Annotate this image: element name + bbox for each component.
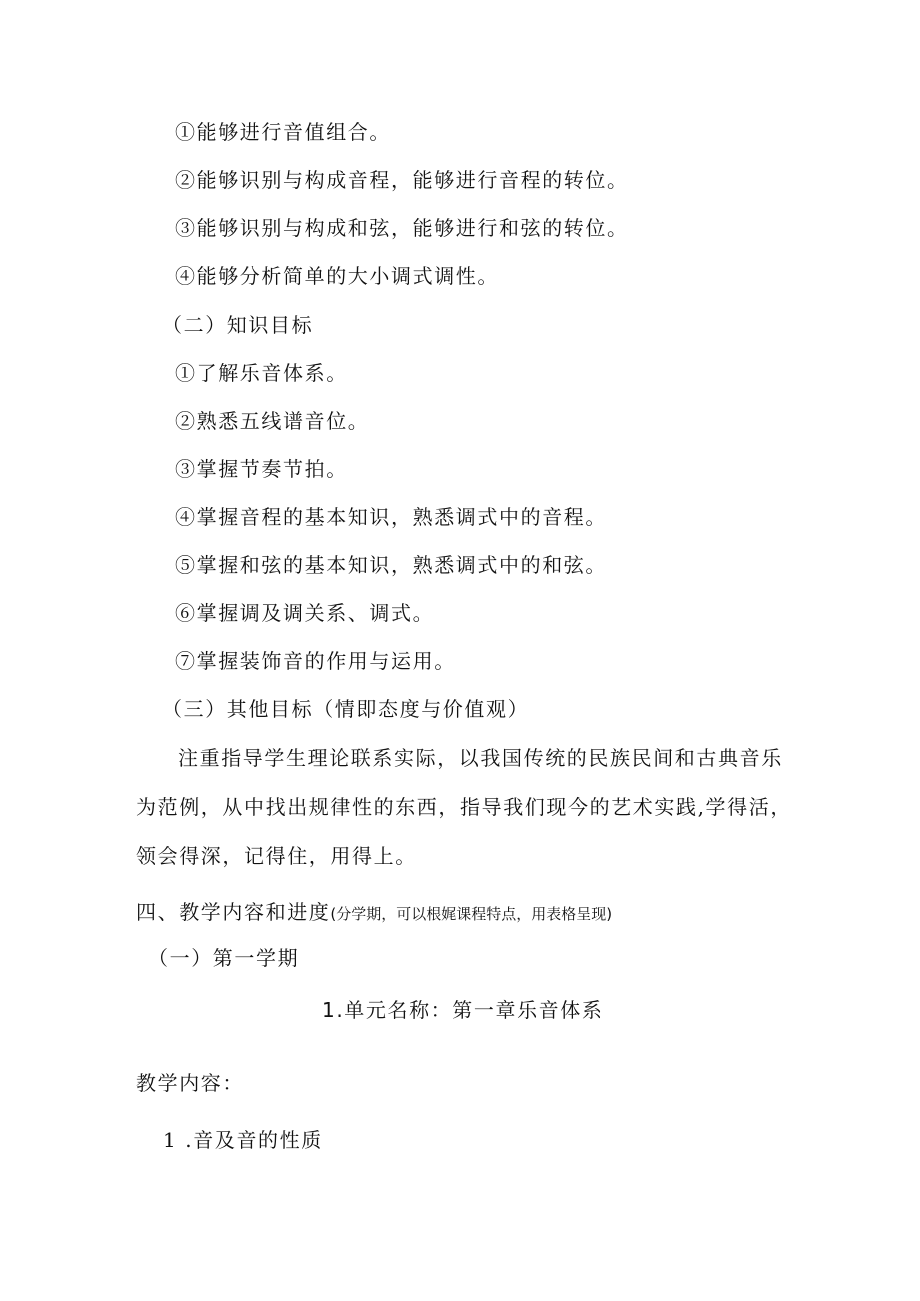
content-label: 教学内容： <box>136 1071 244 1095</box>
knowledge-goal-1: ①了解乐音体系。 <box>175 361 348 385</box>
other-paragraph-line-3: 领会得深，记得住，用得上。 <box>136 844 417 868</box>
skill-goal-1: ①能够进行音值组合。 <box>175 120 391 144</box>
knowledge-goal-6: ⑥掌握调及调关系、调式。 <box>175 601 435 625</box>
skill-goal-4: ④能够分析简单的大小调式调性。 <box>175 264 499 288</box>
knowledge-goal-4: ④掌握音程的基本知识，熟悉调式中的音程。 <box>175 505 607 529</box>
knowledge-goal-3: ③掌握节奏节拍。 <box>175 457 348 481</box>
knowledge-goal-5: ⑤掌握和弦的基本知识，熟悉调式中的和弦。 <box>175 553 607 577</box>
section-4-note: (分学期，可以根娓课程特点，用表格呈现) <box>330 905 613 923</box>
section-4-title: 四、教学内容和进度 <box>136 900 331 924</box>
section-4-heading <box>136 898 612 928</box>
semester-heading: （一）第一学期 <box>148 946 300 970</box>
knowledge-goal-2: ②熟悉五线谱音位。 <box>175 409 370 433</box>
knowledge-goal-7: ⑦掌握装饰音的作用与运用。 <box>175 649 456 673</box>
skill-goal-2: ②能够识别与构成音程，能够进行音程的转位。 <box>175 168 629 192</box>
skill-goal-3: ③能够识别与构成和弦，能够进行和弦的转位。 <box>175 216 629 240</box>
other-goals-heading: （三）其他目标（情即态度与价值观） <box>162 697 530 721</box>
content-item-1: 1 .音及音的性质 <box>163 1128 323 1152</box>
unit-title: 1.单元名称：第一章乐音体系 <box>322 998 604 1022</box>
other-paragraph-line-2: 为范例，从中找出规律性的东西，指导我们现今的艺术实践,学得活， <box>136 795 792 819</box>
other-paragraph-line-1: 注重指导学生理论联系实际，以我国传统的民族民间和古典音乐 <box>178 746 783 770</box>
knowledge-heading: （二）知识目标 <box>162 313 314 337</box>
